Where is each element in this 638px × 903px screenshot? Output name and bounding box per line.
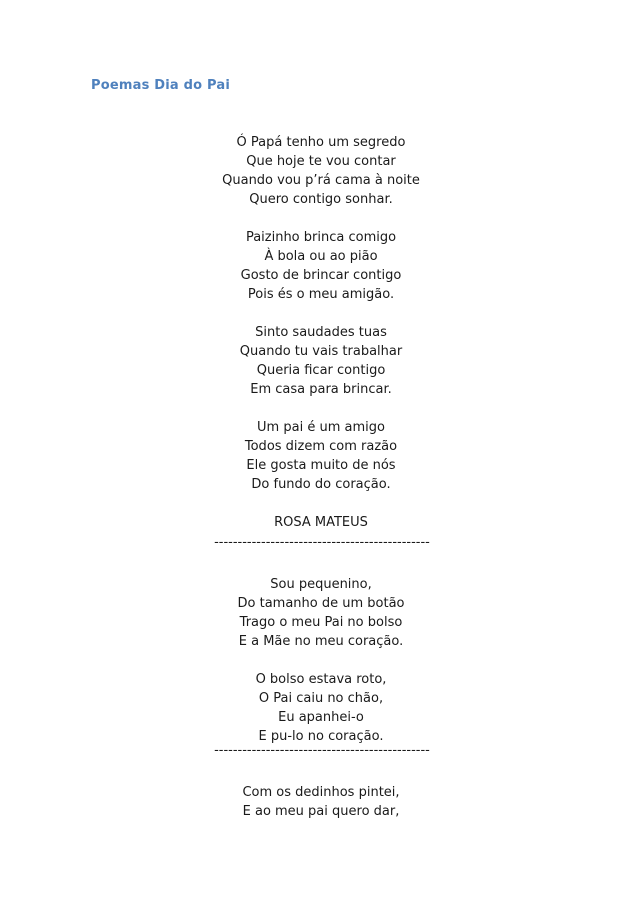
poem-line: Paizinho brinca comigo <box>245 230 397 245</box>
separator-line-1: ---------------------------------------------- <box>214 535 430 550</box>
poem-line: Eu apanhei-o <box>278 710 364 725</box>
stanza <box>0 228 638 304</box>
stanza <box>0 670 638 746</box>
poem-line: E pu-lo no coração. <box>258 729 384 744</box>
stanza <box>0 575 638 651</box>
stanza <box>0 418 638 494</box>
poem-line: Pois és o meu amigão. <box>247 287 395 302</box>
poem-line: O Pai caiu no chão, <box>258 691 384 706</box>
stanza <box>0 783 638 821</box>
poem-line: Do tamanho de um botão <box>237 596 405 611</box>
poem-line: E ao meu pai quero dar, <box>242 804 400 819</box>
poem-line: Que hoje te vou contar <box>246 154 396 169</box>
document-title: Poemas Dia do Pai <box>91 78 230 93</box>
poem-line: Quando vou p’rá cama à noite <box>222 173 420 188</box>
poem-line: Trago o meu Pai no bolso <box>239 615 403 630</box>
poem-3 <box>0 783 638 821</box>
poem-line: Sinto saudades tuas <box>255 325 387 340</box>
separator-line-2: ---------------------------------------------- <box>214 743 430 758</box>
poem-line: Queria ficar contigo <box>256 363 386 378</box>
stanza <box>0 133 638 209</box>
poem-line: À bola ou ao pião <box>264 249 378 264</box>
poem-line: Com os dedinhos pintei, <box>242 785 400 800</box>
poem-line: O bolso estava roto, <box>255 672 387 687</box>
poem-line: Ele gosta muito de nós <box>246 458 396 473</box>
poem-1 <box>0 133 638 494</box>
poem-line: Quero contigo sonhar. <box>249 192 393 207</box>
poem-line: Do fundo do coração. <box>251 477 391 492</box>
poem-1-author: ROSA MATEUS <box>274 515 368 530</box>
poem-line: Ó Papá tenho um segredo <box>236 135 406 150</box>
poem-line: Sou pequenino, <box>270 577 372 592</box>
poem-line: Gosto de brincar contigo <box>240 268 402 283</box>
poem-line: Quando tu vais trabalhar <box>239 344 403 359</box>
poem-line: Todos dizem com razão <box>244 439 398 454</box>
poem-2 <box>0 575 638 746</box>
poem-line: E a Mãe no meu coração. <box>238 634 404 649</box>
poem-line: Em casa para brincar. <box>250 382 392 397</box>
poem-line: Um pai é um amigo <box>257 420 385 435</box>
stanza <box>0 323 638 399</box>
poems-body <box>0 133 638 840</box>
